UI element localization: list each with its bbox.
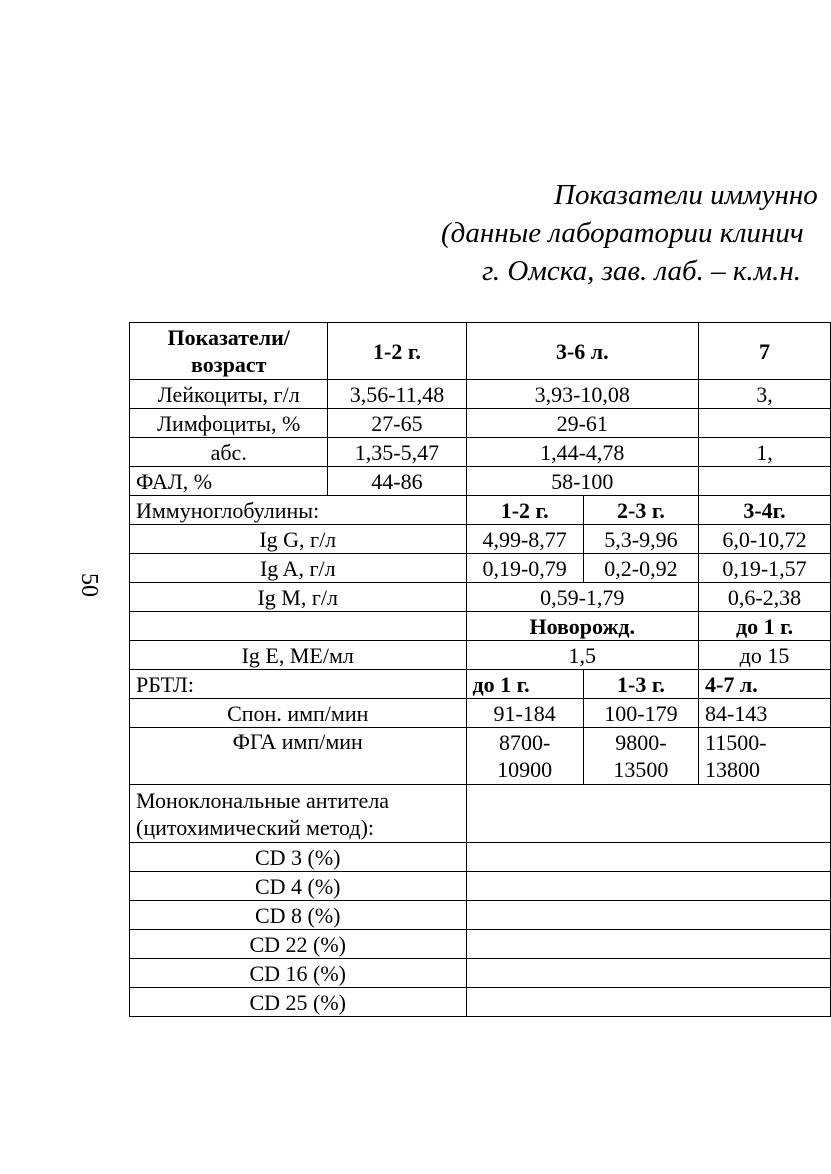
cell-value: 91-184 — [466, 699, 583, 728]
cell-value: 3, — [699, 380, 831, 409]
row-label: Ig G, г/л — [130, 525, 467, 554]
cell-value: 29-61 — [466, 409, 699, 438]
subheader-cell: 1-3 г. — [583, 670, 698, 699]
cell-value — [699, 467, 831, 496]
header-age-7: 7 — [699, 323, 831, 380]
cell-line: 11500- — [705, 730, 767, 755]
table-row — [130, 843, 831, 872]
cell-value: 100-179 — [583, 699, 698, 728]
row-label: CD 16 (%) — [130, 959, 467, 988]
table-row — [130, 670, 831, 699]
empty-cell — [466, 988, 831, 1017]
section-label-line-1: Моноклональные антитела — [136, 787, 390, 813]
header-age-3-6: 3-6 л. — [466, 323, 699, 380]
cell-value: 5,3-9,96 — [583, 525, 698, 554]
cell-value: 1,35-5,47 — [328, 438, 466, 467]
cell-value: 0,19-0,79 — [466, 554, 583, 583]
table-row — [130, 438, 831, 467]
row-label: абс. — [130, 438, 328, 467]
row-label: CD 3 (%) — [130, 843, 467, 872]
row-label: Ig A, г/л — [130, 554, 467, 583]
table-row — [130, 959, 831, 988]
immune-indicators-table — [129, 322, 831, 1017]
cell-value: 6,0-10,72 — [699, 525, 831, 554]
subheader-cell: 3-4г. — [699, 496, 831, 525]
row-label: CD 8 (%) — [130, 901, 467, 930]
row-label: ФАЛ, % — [130, 467, 328, 496]
table-row — [130, 525, 831, 554]
cell-value: 0,2-0,92 — [583, 554, 698, 583]
section-label: Иммуноглобулины: — [130, 496, 467, 525]
row-label: CD 22 (%) — [130, 930, 467, 959]
subheader-cell: до 1 г. — [699, 612, 831, 641]
cell-value: 3,56-11,48 — [328, 380, 466, 409]
page-number: 50 — [76, 573, 102, 597]
cell-value: 44-86 — [328, 467, 466, 496]
table-row — [130, 699, 831, 728]
row-label: Лимфоциты, % — [130, 409, 328, 438]
table-row — [130, 554, 831, 583]
table-header-row — [130, 323, 831, 380]
cell-value — [699, 728, 831, 785]
caption-line-2: (данные лаборатории клинич — [441, 217, 804, 249]
empty-cell — [466, 901, 831, 930]
table-row — [130, 728, 831, 785]
subheader-cell: 2-3 г. — [583, 496, 698, 525]
cell-value: до 15 — [699, 641, 831, 670]
header-param-line-1: Показатели/ — [167, 325, 290, 350]
cell-value: 0,19-1,57 — [699, 554, 831, 583]
section-label-line-2: (цитохимический метод): — [136, 814, 375, 840]
cell-line: 9800- — [615, 730, 667, 755]
row-label: CD 25 (%) — [130, 988, 467, 1017]
row-label: Ig E, МЕ/мл — [130, 641, 467, 670]
caption-line-1: Показатели иммунно — [554, 179, 818, 211]
table-row — [130, 583, 831, 612]
subheader-cell: 1-2 г. — [466, 496, 583, 525]
cell-line: 10900 — [497, 757, 553, 782]
header-param-cell — [130, 323, 328, 380]
empty-cell — [466, 872, 831, 901]
header-param-line-2: возраст — [191, 352, 267, 377]
table-row — [130, 380, 831, 409]
subheader-cell: 4-7 л. — [699, 670, 831, 699]
row-label: ФГА имп/мин — [130, 728, 467, 785]
cell-value — [699, 409, 831, 438]
cell-value: 1,5 — [466, 641, 699, 670]
table-row — [130, 988, 831, 1017]
row-label: Спон. имп/мин — [130, 699, 467, 728]
empty-cell — [466, 959, 831, 988]
cell-value: 1, — [699, 438, 831, 467]
table-row — [130, 467, 831, 496]
caption-line-3: г. Омска, зав. лаб. – к.м.н. — [482, 255, 802, 287]
row-label: Лейкоциты, г/л — [130, 380, 328, 409]
section-label — [130, 785, 467, 843]
cell-value — [466, 728, 583, 785]
subheader-cell: Новорожд. — [466, 612, 699, 641]
table-row — [130, 641, 831, 670]
cell-line: 8700- — [498, 730, 551, 755]
table-row — [130, 612, 831, 641]
cell-value: 58-100 — [466, 467, 699, 496]
cell-value: 3,93-10,08 — [466, 380, 699, 409]
cell-value: 84-143 — [699, 699, 831, 728]
table-row — [130, 785, 831, 843]
empty-cell — [466, 843, 831, 872]
row-label: CD 4 (%) — [130, 872, 467, 901]
cell-line: 13800 — [705, 757, 761, 782]
cell-value — [583, 728, 698, 785]
section-label: РБТЛ: — [130, 670, 467, 699]
empty-cell — [130, 612, 467, 641]
row-label: Ig M, г/л — [130, 583, 467, 612]
table-row — [130, 496, 831, 525]
cell-value: 0,59-1,79 — [466, 583, 699, 612]
cell-value: 27-65 — [328, 409, 466, 438]
cell-value: 1,44-4,78 — [466, 438, 699, 467]
table-row — [130, 901, 831, 930]
cell-line: 13500 — [613, 757, 669, 782]
subheader-cell: до 1 г. — [466, 670, 583, 699]
cell-value: 4,99-8,77 — [466, 525, 583, 554]
table-caption — [300, 176, 831, 290]
table-row — [130, 930, 831, 959]
cell-value: 0,6-2,38 — [699, 583, 831, 612]
empty-cell — [466, 785, 831, 843]
table-row — [130, 409, 831, 438]
table-row — [130, 872, 831, 901]
header-age-1-2: 1-2 г. — [328, 323, 466, 380]
empty-cell — [466, 930, 831, 959]
